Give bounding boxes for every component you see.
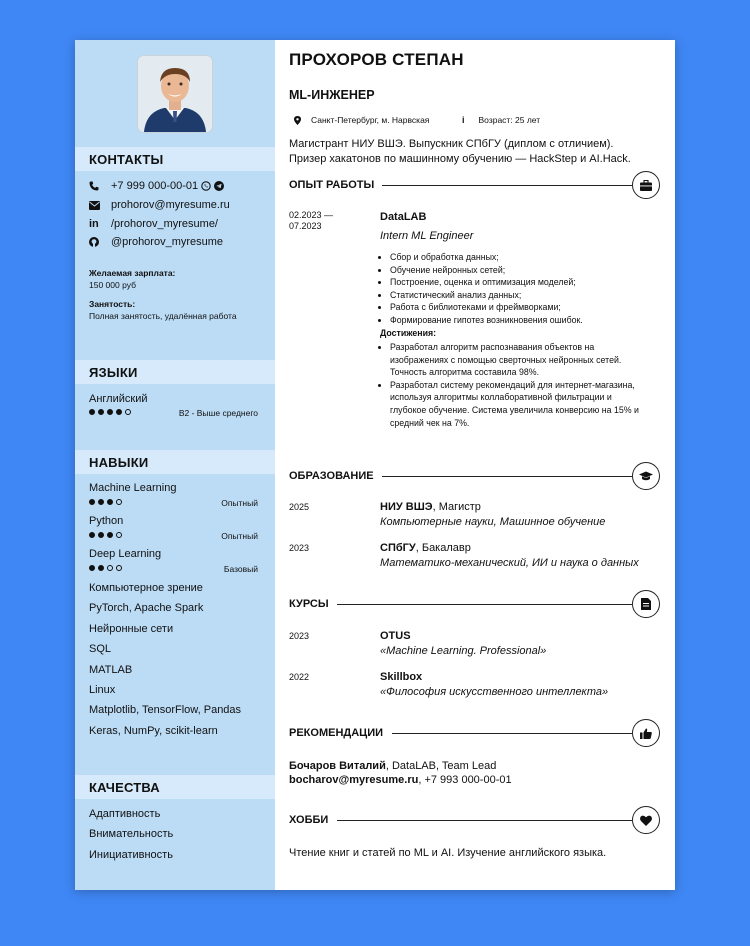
duties-list bbox=[380, 251, 640, 327]
rating-dot-filled bbox=[107, 409, 113, 415]
language-rating bbox=[89, 409, 131, 415]
whatsapp-icon[interactable] bbox=[201, 181, 211, 191]
skill-name: Machine Learning bbox=[89, 482, 177, 494]
rating-dot-filled bbox=[89, 409, 95, 415]
rating-dot-filled bbox=[89, 532, 95, 538]
languages-title: ЯЗЫКИ bbox=[89, 365, 138, 380]
recommendations-title: РЕКОМЕНДАЦИИ bbox=[289, 727, 384, 739]
achievement-item: • Разработал систему рекомендаций для интернет-магазина, используя алгоритмы коллаборативной фильтрации и глубокое обучение. Система увеличила конверсию на 15% и средний чек на 7%. bbox=[390, 379, 640, 429]
recommender-details: , DataLAB, Team Lead bbox=[385, 760, 497, 772]
course-name: «Machine Learning. Professional» bbox=[380, 645, 547, 657]
contacts-title: КОНТАКТЫ bbox=[89, 152, 164, 167]
skill-level: Опытный bbox=[221, 498, 258, 508]
employment-label: Занятость: bbox=[89, 299, 136, 309]
course-year: 2023 bbox=[289, 631, 310, 641]
achievements-label: Достижения: bbox=[380, 328, 437, 338]
hobbies-title: ХОББИ bbox=[289, 814, 329, 826]
languages-header bbox=[75, 360, 275, 384]
rating-dot-filled bbox=[98, 565, 104, 571]
quality-item: Адаптивность bbox=[89, 808, 161, 820]
github-value[interactable]: @prohorov_myresume bbox=[111, 236, 224, 248]
skill-item: Keras, NumPy, scikit-learn bbox=[89, 724, 218, 737]
education-school bbox=[380, 501, 481, 513]
education-degree: , Магистр bbox=[432, 501, 481, 513]
hobbies-divider bbox=[337, 820, 632, 821]
skill-item: Нейронные сети bbox=[89, 622, 174, 635]
sidebar bbox=[75, 40, 275, 890]
experience-position: Intern ML Engineer bbox=[380, 230, 474, 242]
linkedin-value[interactable]: /prohorov_myresume/ bbox=[111, 218, 218, 230]
education-degree: , Бакалавр bbox=[415, 542, 471, 554]
education-title: ОБРАЗОВАНИЕ bbox=[289, 470, 374, 482]
info-icon: i bbox=[462, 115, 465, 125]
person-photo-icon bbox=[138, 56, 212, 132]
rating-dot-empty bbox=[107, 565, 113, 571]
skill-level: Опытный bbox=[221, 531, 258, 541]
linkedin-icon: in bbox=[89, 218, 99, 230]
location-text: Санкт-Петербург, м. Нарвская bbox=[311, 115, 430, 125]
contacts-header bbox=[75, 147, 275, 171]
phone-value[interactable]: +7 999 000-00-01 bbox=[111, 180, 199, 192]
summary bbox=[289, 137, 665, 167]
education-divider bbox=[382, 476, 632, 477]
courses-title: КУРСЫ bbox=[289, 598, 329, 610]
salary-value: 150 000 руб bbox=[89, 280, 136, 290]
course-name: «Философия искусственного интеллекта» bbox=[380, 686, 609, 698]
skills-title: НАВЫКИ bbox=[89, 455, 149, 470]
recommendation-person bbox=[289, 759, 496, 774]
skill-rating bbox=[89, 532, 122, 538]
experience-date-from: 02.2023 — bbox=[289, 210, 334, 220]
skill-item: MATLAB bbox=[89, 663, 133, 676]
skills-header bbox=[75, 450, 275, 474]
employment-value: Полная занятость, удалённая работа bbox=[89, 311, 237, 321]
skill-item: Linux bbox=[89, 684, 116, 696]
rating-dot-empty bbox=[116, 499, 122, 505]
summary-line-1: Магистрант НИУ ВШЭ. Выпускник СПбГУ (диплом с отличием). bbox=[289, 138, 614, 150]
rating-dot-filled bbox=[98, 499, 104, 505]
email-icon bbox=[89, 201, 105, 210]
age bbox=[462, 115, 540, 125]
phone-row bbox=[89, 178, 224, 194]
graduation-cap-icon bbox=[632, 462, 660, 490]
qualities-title: КАЧЕСТВА bbox=[89, 780, 160, 795]
rating-dot-filled bbox=[107, 499, 113, 505]
duty-item: • Построение, оценка и оптимизация моделей; bbox=[390, 276, 640, 289]
telegram-icon[interactable] bbox=[214, 181, 224, 191]
duty-item: • Сбор и обработка данных; bbox=[390, 251, 640, 264]
quality-item: Внимательность bbox=[89, 828, 174, 841]
education-school-name: НИУ ВШЭ bbox=[380, 501, 433, 513]
skill-name: Deep Learning bbox=[89, 548, 162, 560]
resume-page bbox=[75, 40, 675, 890]
education-school bbox=[380, 542, 471, 554]
rating-dot-empty bbox=[116, 565, 122, 571]
recommendations-divider bbox=[392, 733, 632, 734]
location bbox=[294, 115, 429, 125]
experience-date-to: 07.2023 bbox=[289, 221, 322, 231]
language-name: Английский bbox=[89, 393, 148, 405]
email-row bbox=[89, 197, 230, 213]
quality-item: Инициативность bbox=[89, 848, 173, 861]
duty-item: • Статистический анализ данных; bbox=[390, 289, 640, 302]
education-year: 2023 bbox=[289, 543, 310, 553]
document-icon bbox=[632, 590, 660, 618]
linkedin-row bbox=[89, 216, 218, 232]
education-field: Математико-механический, ИИ и наука о данных bbox=[380, 557, 639, 569]
experience-divider bbox=[382, 185, 632, 186]
duty-item: • Формирование гипотез возникновения ошибок. bbox=[390, 314, 640, 327]
skill-item: PyTorch, Apache Spark bbox=[89, 602, 204, 615]
experience-company: DataLAB bbox=[380, 211, 427, 223]
rating-dot-filled bbox=[89, 565, 95, 571]
briefcase-icon bbox=[632, 171, 660, 199]
rating-dot-empty bbox=[125, 409, 131, 415]
courses-divider bbox=[337, 604, 632, 605]
recommendation-contacts bbox=[289, 773, 512, 788]
skill-item: Компьютерное зрение bbox=[89, 582, 203, 594]
rating-dot-filled bbox=[98, 409, 104, 415]
rating-dot-filled bbox=[107, 532, 113, 538]
github-icon bbox=[89, 237, 105, 247]
email-value[interactable]: prohorov@myresume.ru bbox=[111, 199, 230, 211]
age-text: Возраст: 25 лет bbox=[478, 115, 541, 125]
course-year: 2022 bbox=[289, 672, 310, 682]
main-column bbox=[275, 40, 675, 890]
rating-dot-filled bbox=[89, 499, 95, 505]
recommender-phone[interactable]: , +7 993 000-00-01 bbox=[418, 774, 512, 786]
summary-line-2: Призер хакатонов по машинному обучению — HackStep и AI.Hack. bbox=[289, 153, 631, 165]
skill-name: Python bbox=[89, 515, 124, 527]
job-title: ML-ИНЖЕНЕР bbox=[289, 88, 375, 102]
education-field: Компьютерные науки, Машинное обучение bbox=[380, 516, 606, 528]
skill-item: SQL bbox=[89, 643, 112, 656]
language-level: B2 - Выше среднего bbox=[178, 408, 258, 418]
thumbs-up-icon bbox=[632, 719, 660, 747]
achievement-item: • Разработал алгоритм распознавания объектов на изображениях с помощью сверточных нейронных сетей. Точность алгоритма составила 98%. bbox=[390, 341, 640, 379]
profile-photo bbox=[137, 55, 213, 133]
skill-level: Базовый bbox=[223, 564, 258, 574]
education-school-name: СПбГУ bbox=[380, 542, 416, 554]
skill-rating bbox=[89, 565, 122, 571]
hobbies-text: Чтение книг и статей по ML и AI. Изучение английского языка. bbox=[289, 847, 607, 859]
achievements-list bbox=[380, 341, 640, 429]
qualities-header bbox=[75, 775, 275, 799]
rating-dot-filled bbox=[116, 409, 122, 415]
course-org: Skillbox bbox=[380, 671, 423, 683]
duty-item: • Обучение нейронных сетей; bbox=[390, 264, 640, 277]
github-row bbox=[89, 234, 223, 250]
recommender-name: Бочаров Виталий bbox=[289, 760, 386, 772]
experience-date bbox=[289, 210, 333, 232]
skill-rating bbox=[89, 499, 122, 505]
salary-label: Желаемая зарплата: bbox=[89, 268, 176, 278]
rating-dot-empty bbox=[116, 532, 122, 538]
rating-dot-filled bbox=[98, 532, 104, 538]
course-org: OTUS bbox=[380, 630, 411, 642]
location-pin-icon bbox=[294, 116, 301, 125]
full-name: ПРОХОРОВ СТЕПАН bbox=[289, 50, 464, 69]
recommender-email[interactable]: bocharov@myresume.ru bbox=[289, 774, 419, 786]
duty-item: • Работа с библиотеками и фреймворками; bbox=[390, 301, 640, 314]
phone-icon bbox=[89, 181, 105, 191]
skill-item: Matplotlib, TensorFlow, Pandas bbox=[89, 704, 242, 717]
heart-icon bbox=[632, 806, 660, 834]
education-year: 2025 bbox=[289, 502, 310, 512]
experience-title: ОПЫТ РАБОТЫ bbox=[289, 179, 375, 191]
